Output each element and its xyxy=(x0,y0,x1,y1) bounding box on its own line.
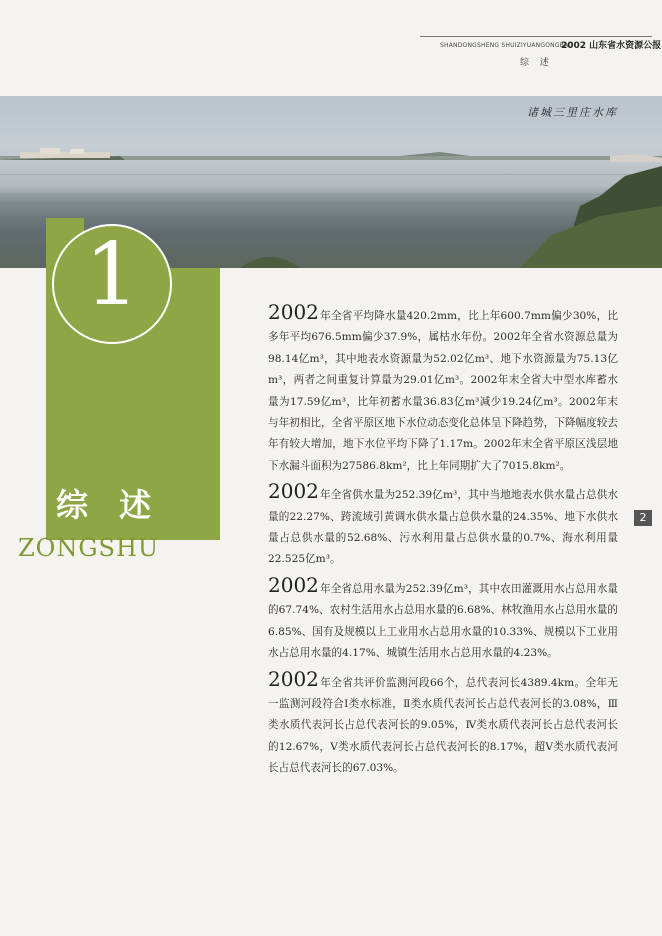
paragraph-year: 2002 xyxy=(268,479,319,504)
paragraph-text: 年全省共评价监测河段66个，总代表河长4389.4km。全年无一监测河段符合Ⅰ类水标准，Ⅱ类水质代表河长占总代表河长的3.08%，Ⅲ类水质代表河长占总代表河长的9.05%，Ⅳ类水质代表河长占总代表河长的12.67%，Ⅴ类水质代表河长占总代表河长的8.17%，超Ⅴ类水质代表河长占总代表河长的67.03%。 xyxy=(268,676,618,775)
paragraph-precipitation xyxy=(268,302,618,477)
paragraph-water-quality xyxy=(268,666,618,780)
paragraph-water-use xyxy=(268,572,618,665)
photo-caption: 诸城三里庄水库 xyxy=(527,106,618,119)
header-title: 2002 山东省水资源公报 xyxy=(561,41,662,51)
paragraph-year: 2002 xyxy=(268,666,319,691)
chapter-title-en: ZONGSHU xyxy=(18,534,160,562)
header-section: 综 述 xyxy=(520,58,553,68)
chapter-number: 1 xyxy=(84,225,140,325)
paragraph-year: 2002 xyxy=(268,572,319,597)
paragraph-water-supply xyxy=(268,481,618,571)
paragraph-year: 2002 xyxy=(268,300,319,324)
paragraph-text: 年全省供水量为252.39亿m³，其中当地地表水供水量占总供水量的22.27%、跨流域引黄调水供水量占总供水量的24.35%、地下水供水量占总供水量的52.68%、污水利用量占总供水量的0.7%、海水利用量22.525亿m³。 xyxy=(268,489,618,566)
summary-body xyxy=(268,302,618,784)
header-rule xyxy=(420,36,652,37)
chapter-title-cn: 综 述 xyxy=(56,486,162,524)
paragraph-text: 年全省平均降水量420.2mm，比上年600.7mm偏少30%，比多年平均676.5mm偏少37.9%，属枯水年份。2002年全省水资源总量为98.14亿m³，其中地表水资源量为52.02亿m³、地下水资源量为75.13亿m³，两者之间重复计算量为29.01亿m³。2002年末全省大中型水库蓄水量为17.59亿m³，比年初蓄水量36.83亿m³减少19.24亿m³。2002年末与年初相比，全省平原区地下水位动态变化总体呈下降趋势，下降幅度较去年有较大增加，地下水位平均下降了1.17m。2002年末全省平原区浅层地下水漏斗面积为27586.8km²，比上年同期扩大了7015.8km²。 xyxy=(268,310,618,472)
header-pinyin: SHANDONGSHENG SHUIZIYUANGONGBAO xyxy=(440,42,574,49)
paragraph-text: 年全省总用水量为252.39亿m³，其中农田灌溉用水占总用水量的67.74%、农村生活用水占总用水量的6.68%、林牧渔用水占总用水量的6.85%、国有及规模以上工业用水占总用水量的10.33%、规模以下工业用水占总用水量的4.17%、城镇生活用水占总用水量的4.23%。 xyxy=(268,582,618,660)
chapter-number-circle xyxy=(52,224,172,344)
page-number: 2 xyxy=(634,510,652,526)
